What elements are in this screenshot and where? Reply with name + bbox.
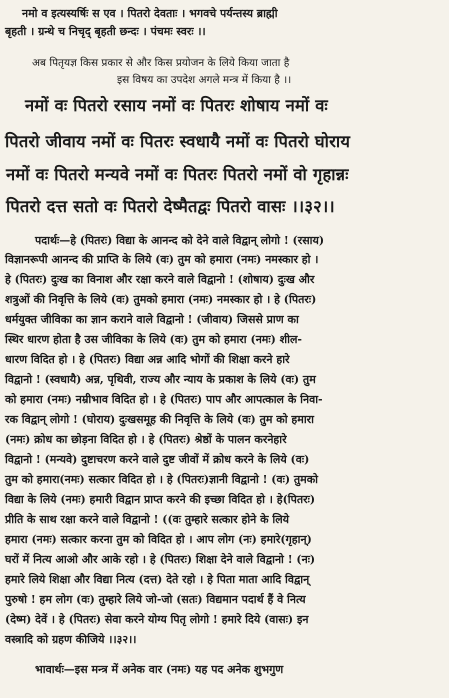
header-line-1: नमो व इत्यस्यर्षिः स एव । पितरो देवताः । भगवचे पर्यन्तस्य ब्राह्मी [22,7,278,20]
padartha-line-21: वस्त्रादि को ग्रहण कीजिये ।।३२।। [5,633,137,646]
padartha-line-14: विद्या के लिये (नमः) हमारी विद्वान प्राप्त करने की इच्छा विदित हो । हे(पितरः) [5,493,316,506]
padartha-line-5: धर्मयुक्त जीविका का ज्ञान कराने वाले विद्वानो ! (जीवाय) जिससे प्राण का [5,313,299,326]
padartha-line-19: पुरुषो ! हम लोग (वः) तुम्हारे लिये जो-जो (सतः) विद्यमान पदार्थ हैं वे नित्य [5,593,306,606]
padartha-line-11: (नमः) क्रोध का छोड़ना विदित हो । हे (पितरः) श्रेष्ठों के पालन करनेहारे [5,433,287,446]
padartha-line-10: रक विद्वान् लोगो ! (घोराय) दुःखसमूह की निवृत्ति के लिये (वः) तुम को हमारा [5,413,315,426]
padartha-line-7: धारण विदित हो । हे (पितरः) विद्या अन्न आदि भोगों की शिक्षा करने हारे [5,353,290,366]
header-line-2: बृहती । ग्रन्थे च निचृद् बृहती छन्दः । पंचमः स्वरः ।। [5,25,206,38]
mantra-line-4: पितरो दत्त सतो वः पितरो देष्मैतद्वः पितरो वासः ।।३२।। [6,197,335,216]
padartha-line-16: हमारा (नमः) सत्कार करना तुम को विदित हो । आप लोग (नः) हमारे(गृहान्) [5,533,312,546]
intro-line-2: इस विषय का उपदेश अगले मन्त्र में किया है ।। [117,74,292,86]
mantra-line-3: नमों वः पितरो मन्यवे नमों वः पितरः पितरो नमों वो गृहान्नः [6,165,349,184]
mantra-line-1: नमों वः पितरो रसाय नमों वः पितरः शोषाय नमों वः [25,96,328,115]
bhavartha-line-1: भावार्थः—इस मन्त्र में अनेक वार (नमः) यह पद अनेक शुभगुण [35,663,284,676]
mantra-line-2: पितरो जीवाय नमों वः पितरः स्वधायै नमों वः पितरो घोराय [5,132,351,151]
padartha-line-9: को हमारा (नमः) नम्रीभाव विदित हो । हे (पितरः) पाप और आपत्काल के निवा- [5,393,323,406]
padartha-line-1: पदार्थः—हे (पितरः) विद्या के आनन्द को देने वाले विद्वान् लोगो ! (रसाय) [35,234,325,247]
padartha-line-6: स्थिर धारण होता है उस जीविका के लिये (वः) तुम को हमारा (नमः) शील- [5,333,302,346]
padartha-line-4: शत्रुओं की निवृत्ति के लिये (वः) तुमको हमारा (नमः) नमस्कार हो । हे (पितरः) [5,293,317,306]
padartha-line-12: विद्वानो ! (मन्यवे) दुष्टाचरण करने वाले दुष्ट जीवों में क्रोध करने के लिये (वः) [5,453,310,466]
padartha-line-8: विद्वानो ! (स्वधायै) अन्न, पृथिवी, राज्य और न्याय के प्रकाश के लिये (वः) तुम [5,373,316,386]
padartha-line-18: हमारे लिये शिक्षा और विद्या नित्य (दत्त) देते रहो । हे पिता माता आदि विद्वान् [5,573,310,586]
padartha-line-15: प्रीति के साथ रक्षा करने वाले विद्वानो ! ((वः तुम्हारे सत्कार होने के लिये [5,513,290,526]
intro-line-1: अब पितृयज्ञ किस प्रकार से और किस प्रयोजन के लिये किया जाता है [32,57,290,69]
padartha-line-20: (देष्म) देवें । हे (पितरः) सेवा करने योग्य पितृ लोगो ! हमारे दिये (वासः) इन [5,613,309,626]
padartha-line-13: तुम को हमारा(नमः) सत्कार विदित हो । हे (पितरः)ज्ञानी विद्वानो ! (वः) तुमको [5,473,319,486]
padartha-line-17: घरों में नित्य आओ और आके रहो । हे (पितरः) शिक्षा देने वाले विद्वानो ! (नः) [5,553,316,566]
padartha-line-3: हे (पितरः) दुःख का विनाश और रक्षा करने वाले विद्वानो ! (शोषाय) दुःख और [5,273,315,286]
padartha-line-2: विज्ञानरूपी आनन्द की प्राप्ति के लिये (वः) तुम को हमारा (नमः) नमस्कार हो । [5,253,319,266]
